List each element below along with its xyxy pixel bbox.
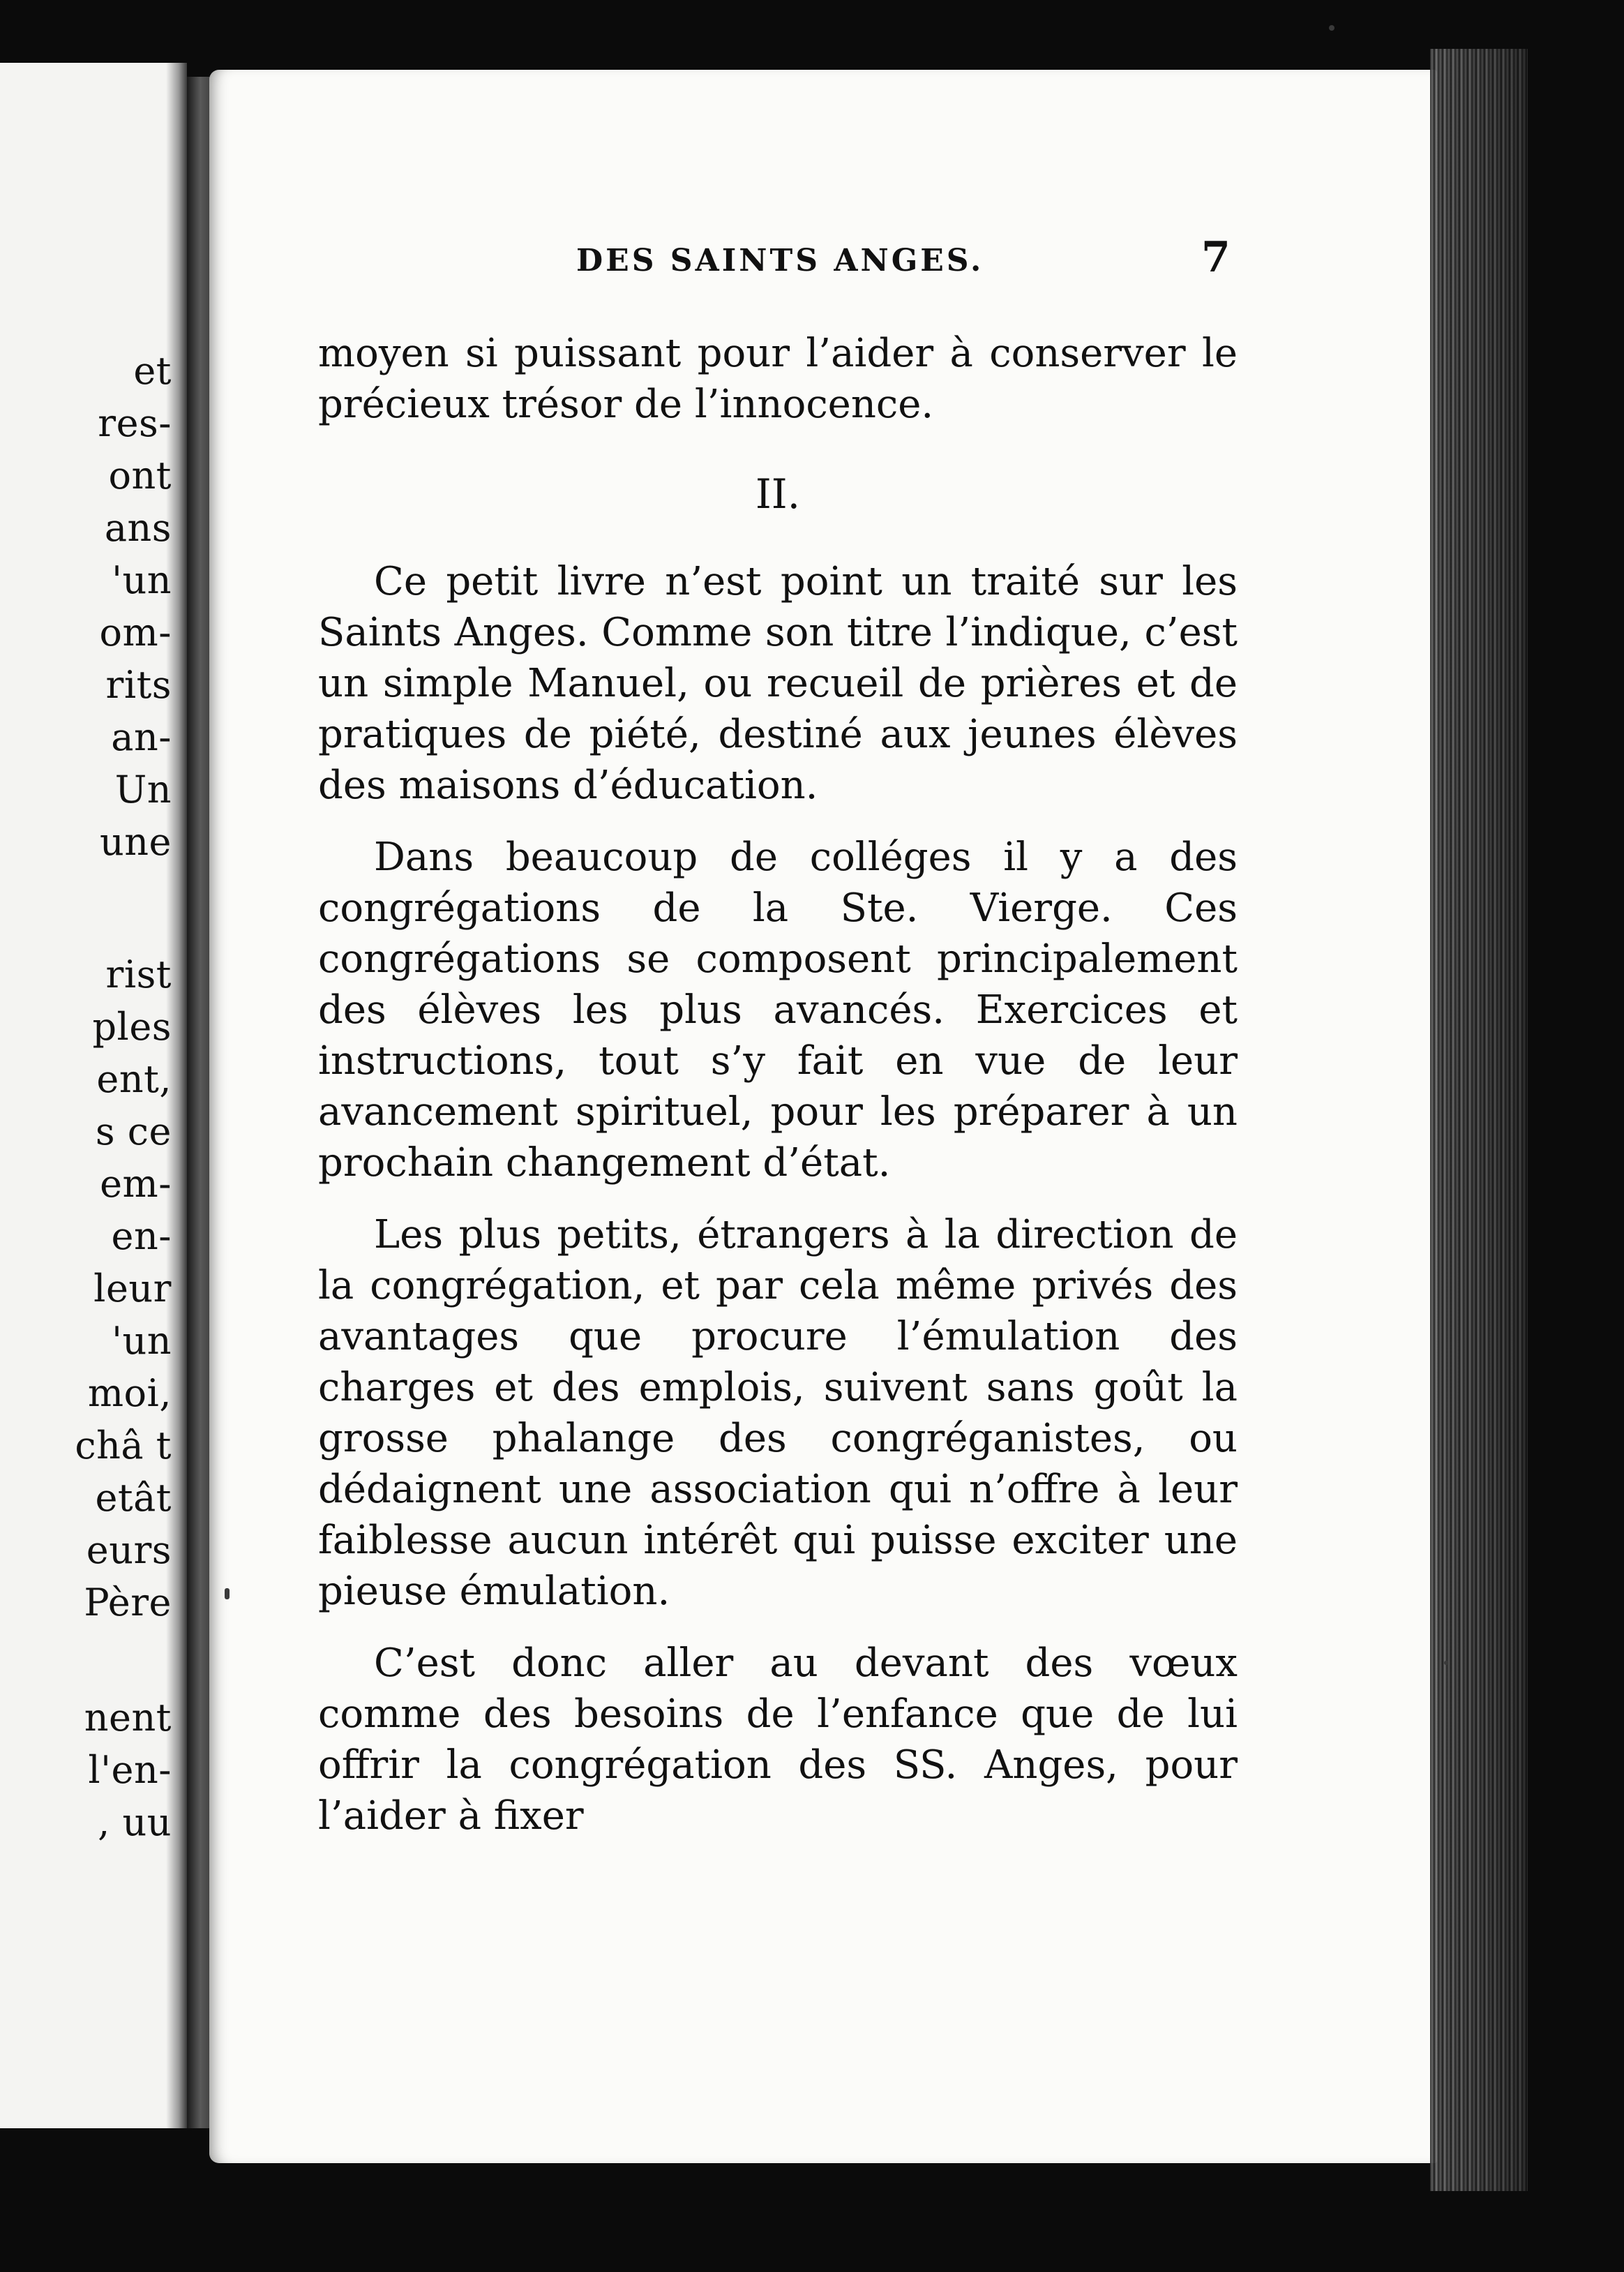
previous-page-line: 'un [112,558,172,602]
body-paragraph: C’est donc aller au devant des vœux comme des besoins de l’enfance que de lui offrir la congrégation des SS. Anges, pour l’aider à fixer [318,1641,1238,1839]
previous-page-line: ans [104,506,172,550]
body-paragraph: Dans beaucoup de colléges il y a des congrégations de la Ste. Vierge. Ces congrégations se composent principalement des élèves les plus avancés. Exercices et instructions, tout s’y fait en vue de leur avancement spirituel, pour les préparer à un prochain changement d’état. [318,835,1238,1186]
previous-page-line: ent, [96,1057,172,1101]
previous-page-line: en- [111,1214,172,1258]
previous-page-line: châ t [75,1423,172,1467]
dust-speck [225,1588,230,1599]
previous-page-line: rist [105,952,172,996]
previous-page-line: res- [98,401,172,445]
previous-page-line: une [99,820,172,864]
previous-page-line: s ce [95,1109,172,1153]
body-paragraph: Les plus petits, étrangers à la direction de la congrégation, et par cela même privés des avantages que procure l’émulation des charges et des emplois, suivent sans goût la grosse phalange des congréganistes, ou dédaignent une association qui n’offre à leur faiblesse aucun intérêt qui puisse exciter une pieuse émulation. [318,1212,1238,1614]
previous-page-line: om- [99,611,172,655]
previous-page-line: et [133,349,172,393]
page-body [318,328,1238,1841]
previous-page-line: 'un [112,1319,172,1363]
opening-paragraph: moyen si puissant pour l’aider à conserver le précieux trésor de l’innocence. [318,331,1238,427]
previous-page-line: eurs [86,1528,172,1572]
dust-speck [1444,1661,1448,1665]
previous-page-line: nent [84,1696,172,1740]
previous-page-line: l'en- [88,1748,172,1792]
page-number: 7 [1201,233,1231,282]
previous-page-line: rits [105,663,172,707]
previous-page-line: , uu [98,1800,172,1844]
running-head: DES SAINTS ANGES. [576,243,984,278]
previous-page-line: leur [93,1266,172,1310]
previous-page-line: ples [92,1005,172,1049]
previous-page-line: Père [84,1580,172,1624]
previous-page-line: an- [111,715,172,759]
dust-speck [1329,25,1334,31]
body-paragraph: Ce petit livre n’est point un traité sur les Saints Anges. Comme son titre l’indique, c’est un simple Manuel, ou recueil de prières et de pratiques de piété, destiné aux jeunes élèves des maisons d’éducation. [318,559,1238,808]
previous-page-line: moi, [87,1371,172,1415]
previous-page-line: etât [95,1476,172,1520]
section-numeral: II. [755,470,801,518]
previous-page-line: em- [100,1162,172,1206]
previous-page-line: Un [114,768,172,812]
page-stack-shading [1430,49,1528,2191]
previous-page-line: ont [108,454,172,498]
